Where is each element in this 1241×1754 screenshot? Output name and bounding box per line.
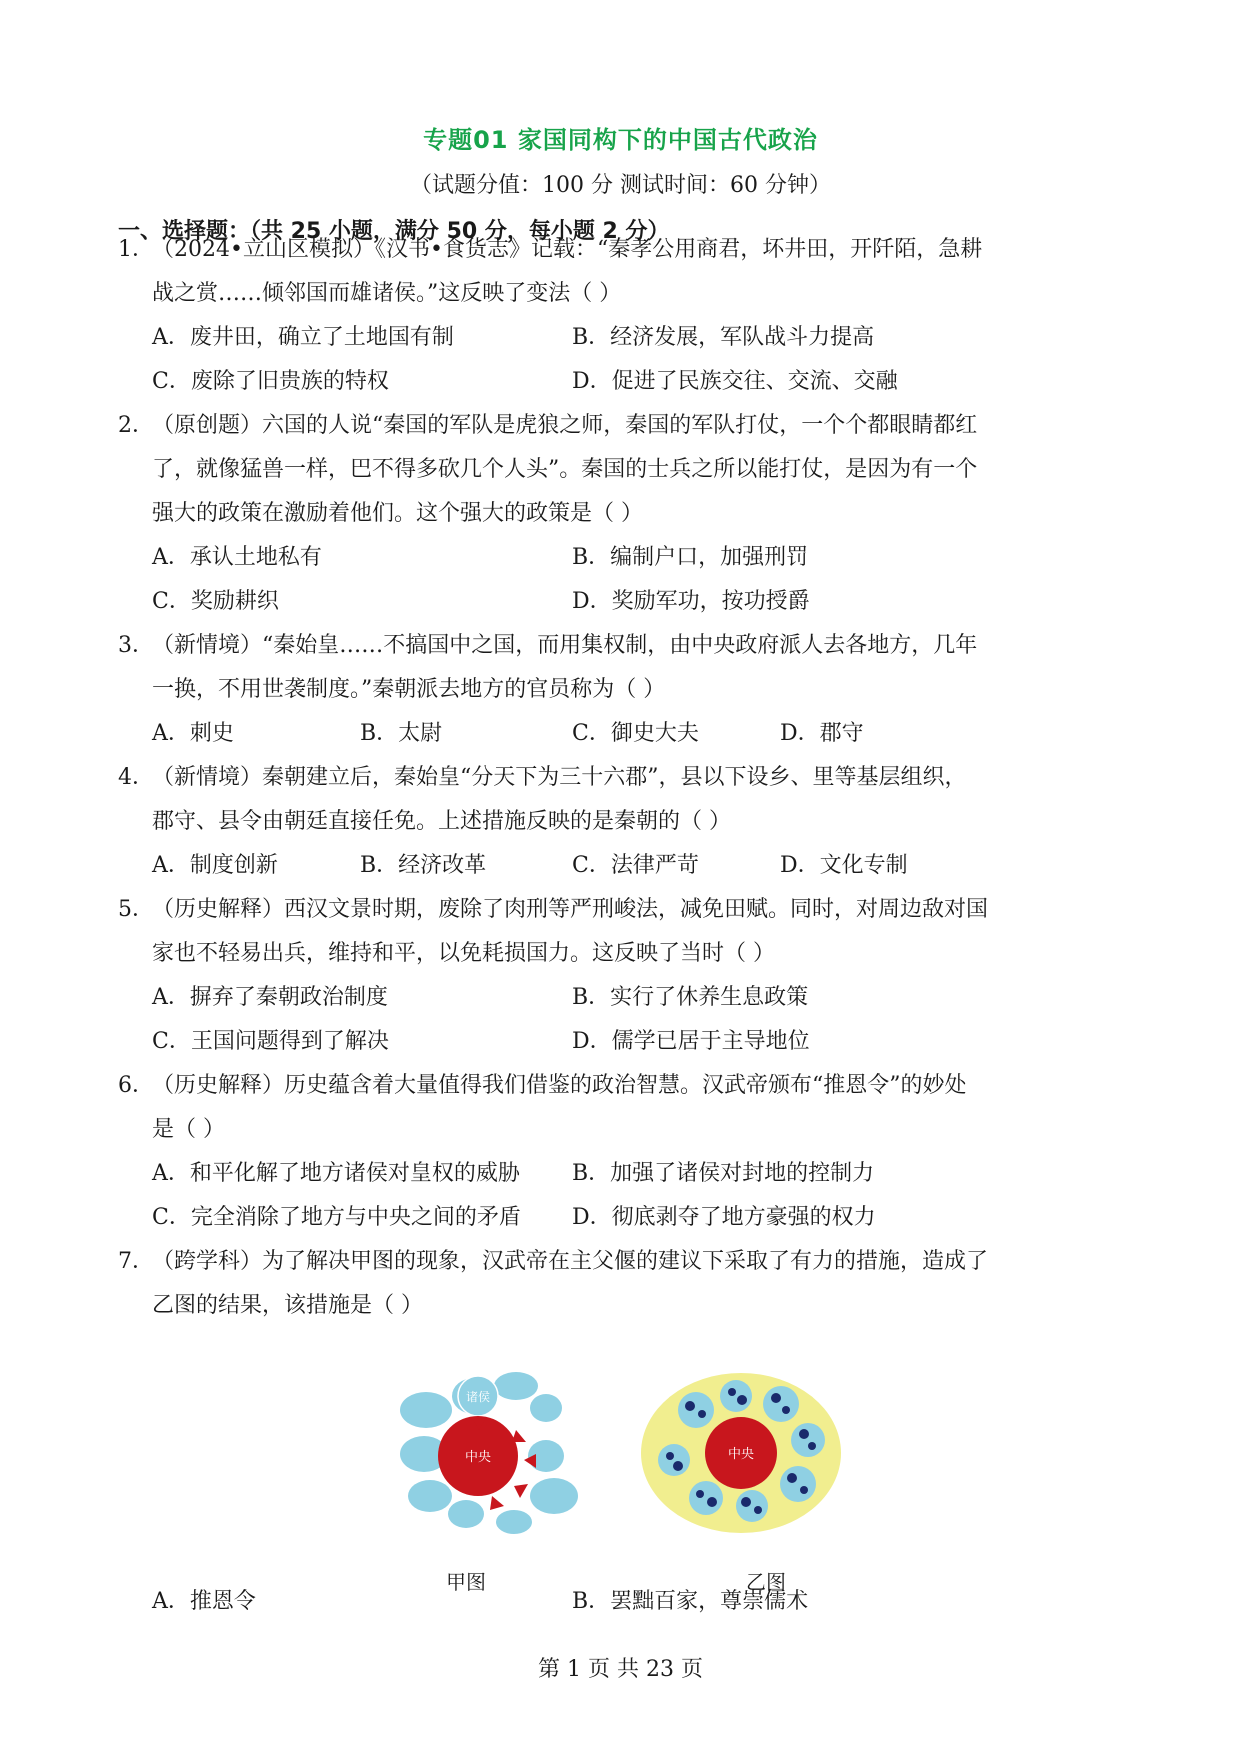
option-b[interactable]: B．罢黜百家，尊崇儒术	[572, 1589, 809, 1614]
question-3	[118, 624, 1128, 712]
question-stem: （历史解释）西汉文景时期，废除了肉刑等严刑峻法，减免田赋。同时，对周边敌对国	[152, 897, 989, 922]
question-stem: （新情境）秦朝建立后，秦始皇“分天下为三十六郡”，县以下设乡、里等基层组织，	[152, 765, 967, 790]
question-stem: （原创题）六国的人说“秦国的军队是虎狼之师，秦国的军队打仗，一个个都眼睛都红	[152, 413, 978, 438]
figure-left-diagram	[400, 1372, 578, 1534]
figure-left-tag: 诸侯	[465, 1390, 491, 1404]
question-stem: （跨学科）为了解决甲图的现象，汉武帝在主父偃的建议下采取了有力的措施，造成了	[152, 1249, 989, 1274]
section-heading: 一、选择题：（共 25 小题，满分 50 分，每小题 2 分）	[118, 219, 670, 244]
question-1	[118, 228, 1128, 316]
option-b[interactable]: B．经济发展，军队战斗力提高	[572, 325, 875, 350]
question-number: 1．	[118, 237, 154, 262]
question-stem: （2024•立山区模拟）《汉书•食货志》记载：“秦孝公用商君，坏井田，开阡陌，急耕	[152, 237, 983, 262]
question-stem: 家也不轻易出兵，维持和平，以免耗损国力。这反映了当时（ ）	[152, 941, 775, 966]
option-b[interactable]: B．经济改革	[360, 853, 487, 878]
option-a[interactable]: A．推恩令	[152, 1589, 256, 1614]
figure-left-center-label: 中央	[464, 1450, 492, 1465]
option-a[interactable]: A．刺史	[152, 721, 234, 746]
question-stem: （新情境）“秦始皇……不搞国中之国，而用集权制，由中央政府派人去各地方，几年	[152, 633, 978, 658]
question-stem: 强大的政策在激励着他们。这个强大的政策是（ ）	[152, 501, 643, 526]
question-number: 2．	[118, 413, 154, 438]
option-d[interactable]: D．奖励军功，按功授爵	[572, 589, 810, 614]
option-b[interactable]: B．太尉	[360, 721, 443, 746]
question-4	[118, 756, 1128, 844]
question-7	[118, 1240, 1128, 1328]
question-number: 6．	[118, 1073, 154, 1098]
option-d[interactable]: D．促进了民族交往、交流、交融	[572, 369, 898, 394]
question-5	[118, 888, 1128, 976]
question-number: 5．	[118, 897, 154, 922]
option-a[interactable]: A．制度创新	[152, 853, 278, 878]
option-b[interactable]: B．实行了休养生息政策	[572, 985, 809, 1010]
question-stem: 了，就像猛兽一样，巴不得多砍几个人头”。秦国的士兵之所以能打仗，是因为有一个	[152, 457, 978, 482]
question-number: 3．	[118, 633, 154, 658]
option-c[interactable]: C．法律严苛	[572, 853, 699, 878]
question-stem: 一换，不用世袭制度。”秦朝派去地方的官员称为（ ）	[152, 677, 666, 702]
option-a[interactable]: A．废井田，确立了土地国有制	[152, 325, 454, 350]
figure-right-caption: 乙图	[746, 1570, 786, 1594]
figure-diagram	[396, 1368, 856, 1538]
option-c[interactable]: C．废除了旧贵族的特权	[152, 369, 389, 394]
option-b[interactable]: B．编制户口，加强刑罚	[572, 545, 809, 570]
page-title: 专题01 家国同构下的中国古代政治	[423, 126, 818, 154]
figure-right-diagram	[641, 1373, 841, 1533]
page-footer: 第 1 页 共 23 页	[538, 1657, 703, 1682]
figure-right-center-label: 中央	[727, 1447, 755, 1462]
figure-left-caption: 甲图	[446, 1570, 486, 1594]
question-number: 7．	[118, 1249, 154, 1274]
option-d[interactable]: D．彻底剥夺了地方豪强的权力	[572, 1205, 876, 1230]
question-stem: 郡守、县令由朝廷直接任免。上述措施反映的是秦朝的（ ）	[152, 809, 731, 834]
option-c[interactable]: C．奖励耕织	[152, 589, 279, 614]
option-a[interactable]: A．承认土地私有	[152, 545, 322, 570]
question-stem: （历史解释）历史蕴含着大量值得我们借鉴的政治智慧。汉武帝颁布“推恩令”的妙处	[152, 1073, 967, 1098]
option-c[interactable]: C．御史大夫	[572, 721, 699, 746]
option-c[interactable]: C．王国问题得到了解决	[152, 1029, 389, 1054]
question-stem: 战之赏……倾邻国而雄诸侯。”这反映了变法（ ）	[152, 281, 622, 306]
option-d[interactable]: D．郡守	[780, 721, 864, 746]
question-number: 4．	[118, 765, 154, 790]
question-stem: 是（ ）	[152, 1117, 225, 1142]
exam-info: （试题分值：100 分 测试时间：60 分钟）	[410, 173, 831, 198]
option-a[interactable]: A．和平化解了地方诸侯对皇权的威胁	[152, 1161, 520, 1186]
question-2	[118, 404, 1128, 536]
option-d[interactable]: D．儒学已居于主导地位	[572, 1029, 810, 1054]
option-a[interactable]: A．摒弃了秦朝政治制度	[152, 985, 388, 1010]
question-stem: 乙图的结果，该措施是（ ）	[152, 1293, 423, 1318]
option-b[interactable]: B．加强了诸侯对封地的控制力	[572, 1161, 875, 1186]
option-c[interactable]: C．完全消除了地方与中央之间的矛盾	[152, 1205, 521, 1230]
option-d[interactable]: D．文化专制	[780, 853, 908, 878]
question-6	[118, 1064, 1128, 1152]
